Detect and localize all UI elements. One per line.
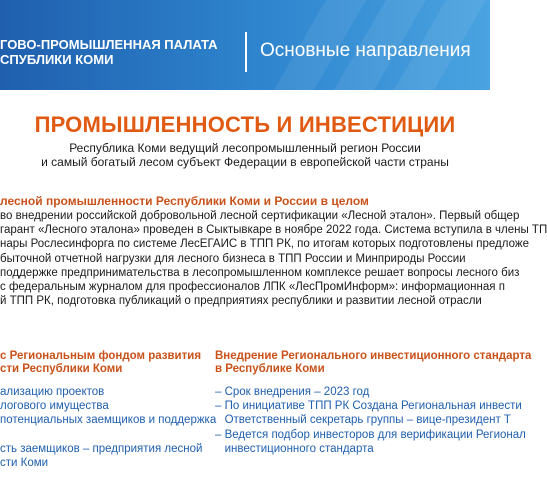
list-item: сть заемщиков – предприятия лесной: [0, 442, 203, 455]
org-name: [0, 37, 250, 67]
body-line: й ТПП РК, подготовка публикаций о предприятиях республики и развитии лесной отрасли: [0, 295, 482, 308]
list-item: – Срок внедрения – 2023 год: [215, 386, 370, 398]
left-column: [0, 350, 217, 470]
column-list: [215, 385, 526, 456]
body-line: нары Рослесинфорга по системе ЛесЕГАИС в ТПП РК, по итогам которых подготовлены предложе: [0, 238, 529, 251]
page-subtitle: [0, 141, 490, 169]
body-line: поддержке предпринимательства в лесопромышленном комплексе решает вопросы лесного биз: [0, 266, 520, 279]
right-column: [215, 350, 532, 456]
section-title: Основные направления: [260, 40, 471, 61]
column-heading: [0, 350, 205, 376]
subtitle-line: и самый богатый лесом субъект Федерации в европейской части страны: [41, 155, 449, 169]
column-list: [0, 385, 217, 470]
list-item: сти Коми: [0, 457, 49, 470]
list-item: [0, 428, 205, 442]
list-item: Ответственный секретарь группы – вице-президент Т: [215, 414, 511, 427]
subtitle-line: Республика Коми ведущий лесопромышленный регион России: [69, 141, 421, 155]
list-item: инвестиционного стандарта: [215, 442, 374, 455]
list-item: потенциальных заемщиков и поддержка: [0, 414, 217, 427]
org-name-line: ГОВО-ПРОМЫШЛЕННАЯ ПАЛАТА: [0, 37, 218, 52]
org-name-line: СПУБЛИКИ КОМИ: [0, 52, 114, 67]
section-heading: лесной промышленности Республики Коми и России в целом: [0, 194, 369, 208]
list-item: – По инициативе ТПП РК Создана Региональная инвести: [215, 400, 522, 413]
body-line: во внедрении российской добровольной лесной сертификации «Лесной эталон». Первый общер: [0, 210, 520, 222]
body-line: быточной отчетной нагрузки для лесного бизнеса в ТПП России и Минприроды России: [0, 252, 466, 265]
column-heading: [215, 350, 532, 376]
section-body: [0, 209, 547, 308]
list-item: логового имущества: [0, 400, 109, 413]
header-banner: [0, 0, 490, 90]
list-item: ализацию проектов: [0, 386, 105, 398]
list-item: – Ведется подбор инвесторов для верификации Регионал: [215, 428, 526, 441]
body-line: гарант «Лесного эталона» проведен в Сыктывкаре в ноябре 2022 года. Система вступила в члены ТП: [0, 224, 547, 237]
heading-line: в Республике Коми: [215, 363, 325, 375]
header-divider: [245, 32, 247, 72]
heading-line: сти Республики Коми: [0, 363, 123, 375]
heading-line: с Региональным фондом развития: [0, 350, 202, 362]
page-title: ПРОМЫШЛЕННОСТЬ И ИНВЕСТИЦИИ: [34, 112, 456, 137]
heading-line: Внедрение Регионального инвестиционного стандарта: [215, 350, 532, 362]
body-line: с федеральным журналом для профессионалов ЛПК «ЛесПромИнформ»: информационная п: [0, 281, 505, 294]
